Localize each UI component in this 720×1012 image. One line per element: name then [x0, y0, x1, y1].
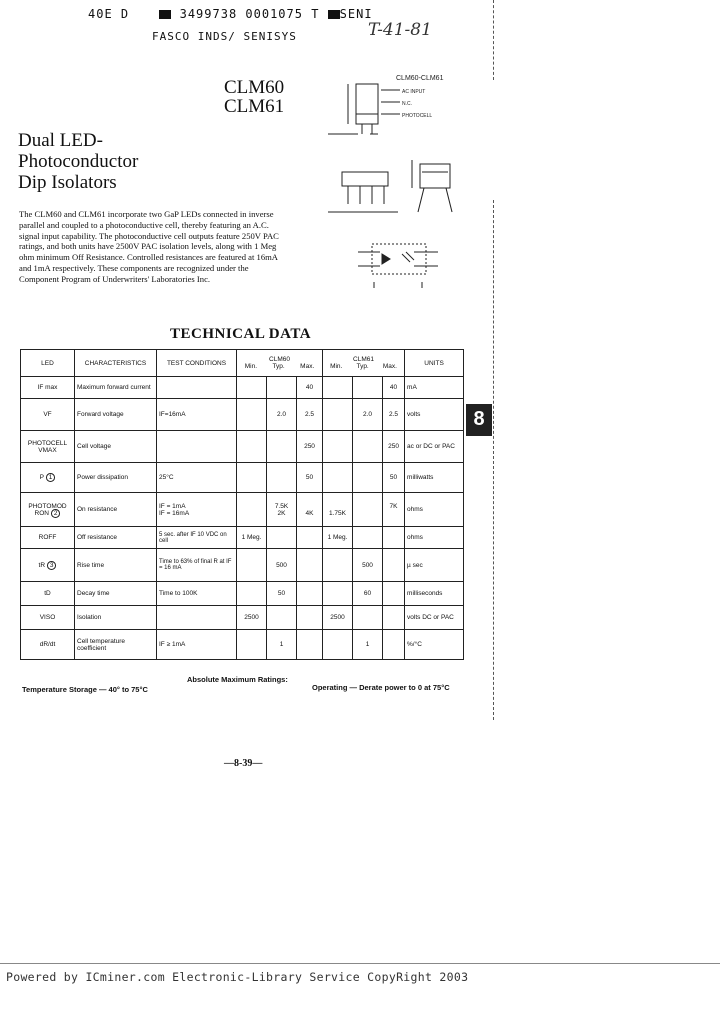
- value-cell: [383, 606, 405, 630]
- value-cell: [267, 431, 297, 463]
- condition-cell: [157, 377, 237, 399]
- value-cell: [297, 527, 323, 549]
- header-codes: [88, 7, 373, 21]
- value-cell: 2500: [237, 606, 267, 630]
- condition-cell: [157, 606, 237, 630]
- value-cell: [323, 377, 353, 399]
- note-marker: 1: [46, 473, 56, 482]
- value-line: 7.5K: [274, 502, 289, 510]
- value-cell: [323, 630, 353, 660]
- condition-line: IF = 16mA: [159, 509, 190, 517]
- symbol-cell: tD: [21, 582, 75, 606]
- value-cell: [237, 549, 267, 582]
- title-line: Photoconductor: [18, 151, 139, 172]
- operating-rating: Operating — Derate power to 0 at 75°C: [312, 683, 450, 692]
- symbol-cell: [21, 493, 75, 527]
- table-row: [21, 630, 464, 660]
- characteristic-cell: Forward voltage: [75, 399, 157, 431]
- header-characteristics: CHARACTERISTICS: [75, 350, 157, 377]
- value-cell: [383, 493, 405, 527]
- table-row: [21, 582, 464, 606]
- table-row: [21, 549, 464, 582]
- units-cell: ac or DC or PAC: [405, 431, 464, 463]
- header-brand-tag: SENI: [339, 7, 373, 21]
- value-cell: [383, 582, 405, 606]
- characteristic-cell: Isolation: [75, 606, 157, 630]
- units-cell: volts DC or PAC: [405, 606, 464, 630]
- value-cell: [353, 527, 383, 549]
- pin-label: N.C.: [402, 101, 412, 107]
- page-title: [18, 130, 138, 193]
- value-cell: 50: [383, 463, 405, 493]
- note-marker: 2: [51, 509, 61, 518]
- characteristic-cell: On resistance: [75, 493, 157, 527]
- value-cell: [323, 549, 353, 582]
- value-cell: [237, 463, 267, 493]
- page-number: —8-39—: [224, 758, 263, 769]
- header-typ: Typ.: [356, 363, 369, 370]
- header-clm61-label: CLM61: [353, 356, 374, 363]
- characteristic-cell: Maximum forward current: [75, 377, 157, 399]
- value-cell: [323, 431, 353, 463]
- value-cell: [323, 463, 353, 493]
- header-max: Max.: [300, 363, 315, 370]
- units-cell: mA: [405, 377, 464, 399]
- value-cell: [297, 582, 323, 606]
- value-cell: [323, 493, 353, 527]
- value-cell: 60: [353, 582, 383, 606]
- value-cell: [237, 582, 267, 606]
- header-clm60-label: CLM60: [269, 356, 290, 363]
- header-max: Max.: [382, 363, 397, 370]
- value-cell: 50: [267, 582, 297, 606]
- value-line: 4K: [305, 509, 314, 517]
- value-cell: 2500: [323, 606, 353, 630]
- units-cell: milliseconds: [405, 582, 464, 606]
- symbol-cell: [21, 431, 75, 463]
- value-cell: [297, 493, 323, 527]
- value-cell: [323, 582, 353, 606]
- value-cell: 250: [297, 431, 323, 463]
- table-header-row: [21, 350, 464, 377]
- header-typ: Typ.: [272, 363, 285, 370]
- value-cell: 1: [353, 630, 383, 660]
- header-clm60: [237, 350, 323, 377]
- black-box-icon: [328, 10, 340, 19]
- table-row: [21, 377, 464, 399]
- condition-cell: IF ≥ 1mA: [157, 630, 237, 660]
- characteristic-cell: Cell voltage: [75, 431, 157, 463]
- value-cell: [237, 493, 267, 527]
- table-row: [21, 463, 464, 493]
- table-row: [21, 431, 464, 463]
- value-cell: [237, 630, 267, 660]
- value-cell: 40: [383, 377, 405, 399]
- value-cell: [297, 630, 323, 660]
- model-name: CLM61: [224, 96, 285, 117]
- condition-line: IF = 1mA: [159, 502, 186, 510]
- value-cell: 40: [297, 377, 323, 399]
- value-cell: [237, 431, 267, 463]
- symbol-cell: [21, 463, 75, 493]
- symbol-cell: IF max: [21, 377, 75, 399]
- condition-cell: [157, 431, 237, 463]
- condition-cell: 25°C: [157, 463, 237, 493]
- symbol-label: tR: [38, 561, 46, 569]
- value-cell: [383, 630, 405, 660]
- value-cell: 2.5: [297, 399, 323, 431]
- symbol-cell: VF: [21, 399, 75, 431]
- value-cell: 250: [383, 431, 405, 463]
- value-cell: [297, 606, 323, 630]
- title-line: Dip Isolators: [18, 172, 117, 193]
- handwritten-note: T-41-81: [368, 20, 432, 40]
- table-row: [21, 527, 464, 549]
- units-cell: ohms: [405, 527, 464, 549]
- value-cell: [267, 463, 297, 493]
- temperature-storage: Temperature Storage — 40° to 75°C: [22, 685, 148, 694]
- symbol-cell: dR/dt: [21, 630, 75, 660]
- value-line: 2K: [277, 509, 286, 517]
- value-cell: [297, 549, 323, 582]
- note-marker: 3: [47, 561, 57, 570]
- value-line: 1.75K: [329, 509, 347, 517]
- value-cell: 500: [267, 549, 297, 582]
- header-min: Min.: [244, 363, 257, 370]
- description-paragraph: The CLM60 and CLM61 incorporate two GaP LEDs connected in inverse parallel and coupled to a photoconductive cell, thereby featuring an A.C. signal input capability. The photoconductive cell outputs feature 250V PAC ratings, and both units have 2500V PAC isolation levels, along with 1 Meg ohm minimum Off Resistance. Controlled resistances are featured at 16mA and 1mA respectively. These components are recognized under the Component Program of Underwriters' Laboratories Inc.: [19, 209, 279, 284]
- black-box-icon: [159, 10, 171, 19]
- abs-max-label: Absolute Maximum Ratings:: [187, 675, 288, 684]
- value-cell: [353, 493, 383, 527]
- condition-cell: IF=16mA: [157, 399, 237, 431]
- characteristic-cell: Off resistance: [75, 527, 157, 549]
- model-name: CLM60: [224, 77, 285, 98]
- units-cell: %/°C: [405, 630, 464, 660]
- pin-label: PHOTOCELL: [402, 113, 433, 119]
- group-label: PHOTOCELL: [27, 439, 68, 447]
- value-cell: 2.0: [353, 399, 383, 431]
- condition-cell: Time to 63% of final R at IF = 16 mA: [157, 549, 237, 582]
- header-led: LED: [21, 350, 75, 377]
- company-name: FASCO INDS/ SENISYS: [152, 30, 297, 43]
- symbol-cell: [21, 549, 75, 582]
- condition-cell: Time to 100K: [157, 582, 237, 606]
- characteristic-cell: Rise time: [75, 549, 157, 582]
- value-cell: [237, 377, 267, 399]
- diagram-label: CLM60-CLM61: [396, 75, 444, 82]
- value-cell: [323, 399, 353, 431]
- value-cell: 500: [353, 549, 383, 582]
- group-label: PHOTOMOD: [28, 502, 67, 510]
- pin-label: AC INPUT: [402, 89, 426, 95]
- value-cell: [353, 431, 383, 463]
- value-cell: [267, 377, 297, 399]
- symbol-cell: VISO: [21, 606, 75, 630]
- footer-divider: [0, 963, 720, 964]
- value-cell: [353, 463, 383, 493]
- value-cell: [267, 606, 297, 630]
- units-cell: milliwatts: [405, 463, 464, 493]
- header-units: UNITS: [405, 350, 464, 377]
- header-code-left: 40E D: [88, 7, 130, 21]
- value-cell: [267, 527, 297, 549]
- value-cell: [237, 399, 267, 431]
- units-cell: volts: [405, 399, 464, 431]
- margin-line: [493, 200, 494, 720]
- value-cell: [353, 377, 383, 399]
- value-cell: 1: [267, 630, 297, 660]
- units-cell: ohms: [405, 493, 464, 527]
- title-line: Dual LED-: [18, 130, 103, 151]
- value-cell: [353, 606, 383, 630]
- technical-data-table: [20, 349, 464, 660]
- header-clm61: [323, 350, 405, 377]
- powered-by-text: Powered by ICminer.com Electronic-Library Service CopyRight 2003: [6, 970, 469, 984]
- units-cell: µ sec: [405, 549, 464, 582]
- characteristic-cell: Decay time: [75, 582, 157, 606]
- condition-cell: 5 sec. after IF 10 VDC on cell: [157, 527, 237, 549]
- characteristic-cell: Cell temperature coefficient: [75, 630, 157, 660]
- margin-line: [493, 0, 494, 80]
- symbol-cell: ROFF: [21, 527, 75, 549]
- characteristic-cell: Power dissipation: [75, 463, 157, 493]
- header-test-conditions: TEST CONDITIONS: [157, 350, 237, 377]
- value-cell: 2.0: [267, 399, 297, 431]
- value-cell: [383, 527, 405, 549]
- symbol-label: P: [39, 474, 44, 481]
- condition-cell: [157, 493, 237, 527]
- value-cell: 2.5: [383, 399, 405, 431]
- header-code-right: 3499738 0001075 T: [179, 7, 320, 21]
- header-min: Min.: [330, 363, 343, 370]
- symbol-label: RON: [34, 509, 49, 517]
- value-cell: 50: [297, 463, 323, 493]
- section-title: TECHNICAL DATA: [170, 326, 312, 342]
- value-cell: [383, 549, 405, 582]
- value-line: 7K: [389, 502, 398, 510]
- value-cell: 1 Meg.: [323, 527, 353, 549]
- value-cell: [267, 493, 297, 527]
- section-tab: 8: [466, 404, 492, 436]
- table-row: [21, 493, 464, 527]
- table-row: [21, 606, 464, 630]
- package-drawing: [318, 72, 468, 292]
- table-row: [21, 399, 464, 431]
- symbol-label: VMAX: [38, 446, 57, 454]
- value-cell: 1 Meg.: [237, 527, 267, 549]
